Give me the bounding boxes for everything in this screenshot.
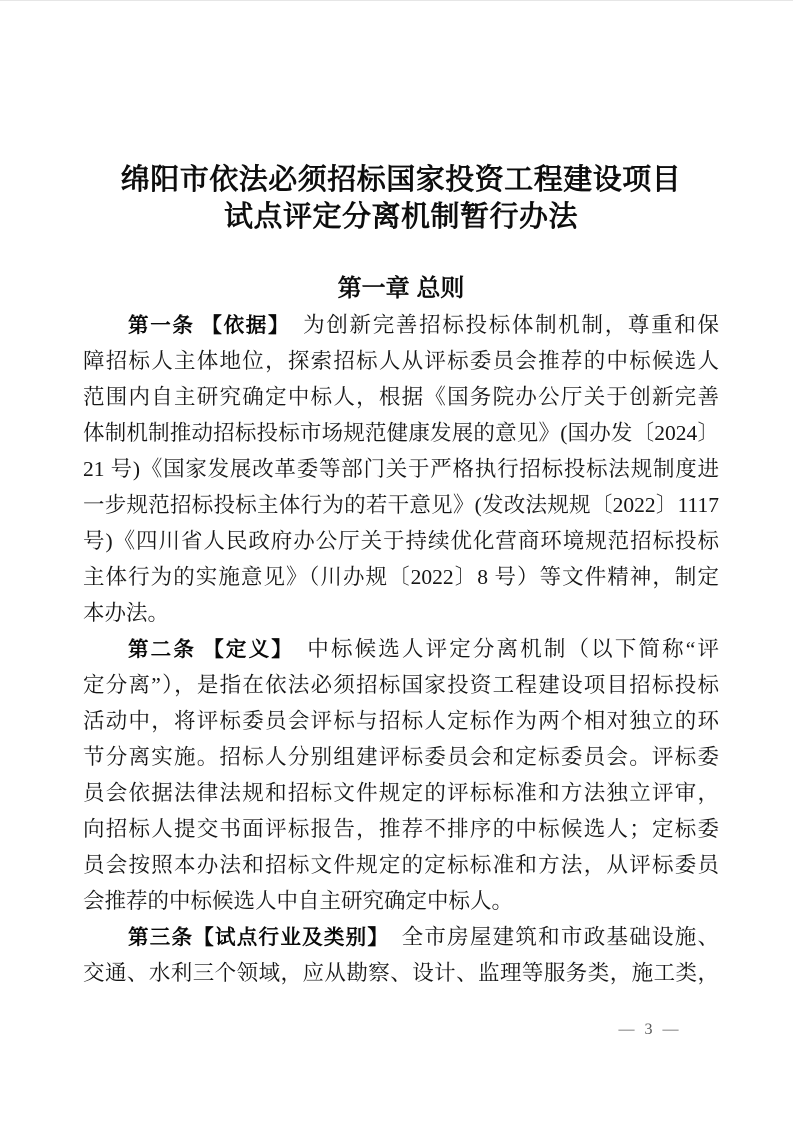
body-line: 本办法。 (83, 601, 170, 625)
title-line-1: 绵阳市依法必须招标国家投资工程建设项目 (120, 164, 682, 196)
body-line-text: 全市房屋建筑和市政基础设施、 (378, 925, 719, 949)
body-line-text: 为创新完善招标投标体制机制，尊重和保 (279, 313, 719, 337)
body-line: 定分离”），是指在依法必须招标国家投资工程建设项目招标投标 (83, 673, 719, 697)
article-number-label: 第三条【试点行业及类别】 (128, 927, 379, 949)
body-line: 员会依据法律法规和招标文件规定的评标标准和方法独立评审， (83, 781, 719, 805)
body-line (83, 307, 719, 343)
body-line: 向招标人提交书面评标报告，推荐不排序的中标候选人；定标委 (83, 817, 719, 841)
body-line: 员会按照本办法和招标文件规定的定标标准和方法，从评标委员 (83, 853, 719, 877)
article-number-label: 第二条 【定义】 (128, 639, 284, 661)
document-body (83, 307, 719, 991)
body-line: 体制机制推动招标投标市场规范健康发展的意见》(国办发〔2024〕 (83, 421, 719, 445)
page-footer (550, 1018, 750, 1042)
body-line: 活动中，将评标委员会评标与招标人定标作为两个相对独立的环 (83, 709, 719, 733)
body-line: 节分离实施。招标人分别组建评标委员会和定标委员会。评标委 (83, 745, 719, 769)
body-line (83, 919, 719, 955)
body-line-text: 中标候选人评定分离机制（以下简称“评 (283, 637, 719, 661)
body-line: 21 号)《国家发展改革委等部门关于严格执行招标投标法规制度进 (83, 457, 719, 481)
body-line: 号)《四川省人民政府办公厅关于持续优化营商环境规范招标投标 (83, 529, 719, 553)
title-line-2: 试点评定分离机制暂行办法 (223, 201, 578, 233)
body-line: 会推荐的中标候选人中自主研究确定中标人。 (83, 889, 514, 913)
page-number: — 3 — (618, 1021, 682, 1038)
body-line: 主体行为的实施意见》（川办规〔2022〕8 号）等文件精神，制定 (83, 565, 719, 589)
body-line: 交通、水利三个领域，应从勘察、设计、监理等服务类，施工类， (83, 961, 719, 985)
body-line: 一步规范招标投标主体行为的若干意见》(发改法规规〔2022〕1117 (83, 493, 719, 517)
body-line: 范围内自主研究确定中标人，根据《国务院办公厅关于创新完善 (83, 385, 719, 409)
chapter-heading: 第一章 总则 (337, 275, 465, 302)
article-number-label: 第一条 【依据】 (128, 315, 280, 337)
body-line: 障招标人主体地位，探索招标人从评标委员会推荐的中标候选人 (83, 349, 719, 373)
body-line (83, 631, 719, 667)
document-title (83, 162, 719, 236)
